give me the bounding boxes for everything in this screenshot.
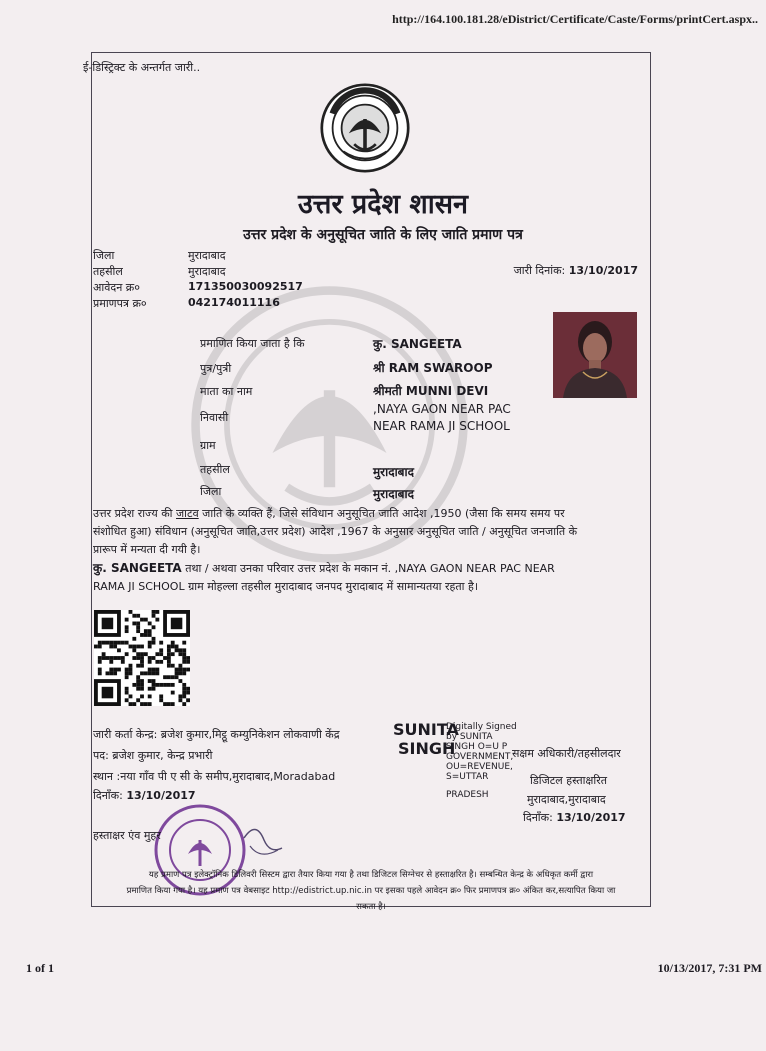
tehsil-label: तहसील <box>93 265 123 278</box>
print-page-number: 1 of 1 <box>26 961 54 975</box>
qr-code <box>94 610 190 706</box>
detail-tehsil-value: मुरादाबाद <box>373 465 415 479</box>
certificate-label: प्रमाणपत्र क्र० <box>93 297 147 310</box>
signature-detail-line: S=UTTAR <box>446 772 489 782</box>
footer-line: सकता है। <box>356 902 386 912</box>
address-line-1: ,NAYA GAON NEAR PAC <box>373 402 511 416</box>
residence-paragraph-line2: RAMA JI SCHOOL ग्राम मोहल्ला तहसील मुरादाबाद जनपद मुरादाबाद में सामान्यतया रहता है। <box>93 580 478 593</box>
issuer-date-label: दिनाँक: <box>93 789 123 802</box>
caste-paragraph-part2: जाति के व्यक्ति हैं, जिसे संविधान अनुसूचित जाति आदेश ,1950 (जैसा कि समय समय पर <box>198 507 565 520</box>
authority-place: मुरादाबाद,मुरादाबाद <box>527 793 606 806</box>
browser-print-url: http://164.100.181.28/eDistrict/Certificate/Caste/Forms/printCert.aspx.. <box>392 12 758 26</box>
issuing-centre: जारी कर्ता केन्द्र: ब्रजेश कुमार,मिट्ठू कम्युनिकेशन लोकवाणी केंद्र <box>93 728 340 741</box>
caste-paragraph <box>93 505 648 559</box>
caste-paragraph-part1: उत्तर प्रदेश राज्य की <box>93 507 177 520</box>
caste-paragraph-line3: प्रारूप में मन्यता दी गयी है। <box>93 543 201 556</box>
certificate-number: 042174011116 <box>188 296 280 309</box>
district-value: मुरादाबाद <box>188 249 226 262</box>
residence-paragraph <box>93 559 648 596</box>
signature-detail-line: SINGH O=U P <box>446 742 508 752</box>
issue-date-value: 13/10/2017 <box>568 264 638 277</box>
village-label: ग्राम <box>200 439 216 452</box>
certified-label: प्रमाणित किया जाता है कि <box>200 337 305 350</box>
issue-date-label: जारी दिनांक: <box>513 264 566 277</box>
applicant-photo <box>553 312 637 398</box>
mother-name: श्रीमती MUNNI DEVI <box>373 384 489 398</box>
issue-date <box>514 263 638 278</box>
authority-date <box>523 810 626 825</box>
authority-title: सक्षम अधिकारी/तहसीलदार <box>512 747 621 760</box>
verification-footer <box>95 867 647 915</box>
authority-date-label: दिनाँक: <box>523 811 553 824</box>
father-name: श्री RAM SWAROOP <box>373 361 493 375</box>
child-of-label: पुत्र/पुत्री <box>200 362 232 375</box>
authority-signed: डिजिटल हस्ताक्षरित <box>530 774 607 787</box>
district-label: जिला <box>93 249 115 262</box>
resident-label: निवासी <box>200 411 229 424</box>
mother-label: माता का नाम <box>200 385 253 398</box>
signature-and-seal-label: हस्ताक्षर एंव मुहर <box>93 829 161 842</box>
edistrict-note: ई-डिस्ट्रिक्ट के अन्तर्गत जारी.. <box>83 61 201 74</box>
caste-paragraph-line2: संशोधित हुआ) संविधान (अनुसूचित जाति,उत्तर प्रदेश) आदेश ,1967 के अनुसार अनुसूचित जाति / अनुसूचित जनजाति के <box>93 525 578 538</box>
issuer-post: पद: ब्रजेश कुमार, केन्द्र प्रभारी <box>93 749 213 762</box>
detail-district-value: मुरादाबाद <box>373 487 415 501</box>
signature-detail-line: OU=REVENUE, <box>446 762 513 772</box>
issuer-place: स्थान :नया गाँव पी ए सी के समीप,मुरादाबाद,Moradabad <box>93 770 336 783</box>
signer-name-line1: SUNITA <box>393 720 459 739</box>
signature-detail-line: PRADESH <box>446 790 489 800</box>
applicant-name: कु. SANGEETA <box>373 337 462 351</box>
detail-district-label: जिला <box>200 485 222 498</box>
footer-line: प्रमाणित किया गया है। यह प्रमाण पत्र वेबसाइट http://edistrict.up.nic.in पर इसका पहले आवेदन क्र० फिर प्रमाणपत्र क्र० अंकित कर,सत्यापित किया जा <box>126 886 616 896</box>
detail-tehsil-label: तहसील <box>200 463 230 476</box>
signature-detail-line: GOVERNMENT, <box>446 752 514 762</box>
government-title: उत्तर प्रदेश शासन <box>298 189 468 220</box>
application-number: 171350030092517 <box>188 280 303 293</box>
print-datetime: 10/13/2017, 7:31 PM <box>657 961 762 975</box>
footer-line: यह प्रमाण पत्र इलेक्ट्रॉनिक डिलिवरी सिस्टम द्वारा तैयार किया गया है तथा डिजिटल सिग्नेचर से हस्ताक्षरित है। सम्बन्धित केन्द्र के अधिकृत कर्मी द्वारा <box>148 870 594 880</box>
residence-paragraph-line1: तथा / अथवा उनका परिवार उत्तर प्रदेश के मकान नं. ,NAYA GAON NEAR PAC NEAR <box>181 562 555 575</box>
state-emblem <box>320 83 410 173</box>
digital-signature-details <box>446 722 517 800</box>
signature-detail-line <box>446 782 517 790</box>
application-label: आवेदन क्र० <box>93 281 140 294</box>
signature-detail-line: by SUNITA <box>446 732 493 742</box>
issuer-date-value: 13/10/2017 <box>126 789 196 802</box>
signer-name-line2: SINGH <box>398 739 456 758</box>
tehsil-value: मुरादाबाद <box>188 265 226 278</box>
authority-date-value: 13/10/2017 <box>556 811 626 824</box>
residence-paragraph-name: कु. SANGEETA <box>93 561 182 575</box>
signature-detail-line: Digitally Signed <box>446 722 517 732</box>
caste-name: जाटव <box>176 507 199 520</box>
address-line-2: NEAR RAMA JI SCHOOL <box>373 419 510 433</box>
certificate-subtitle: उत्तर प्रदेश के अनुसूचित जाति के लिए जाति प्रमाण पत्र <box>243 227 523 243</box>
